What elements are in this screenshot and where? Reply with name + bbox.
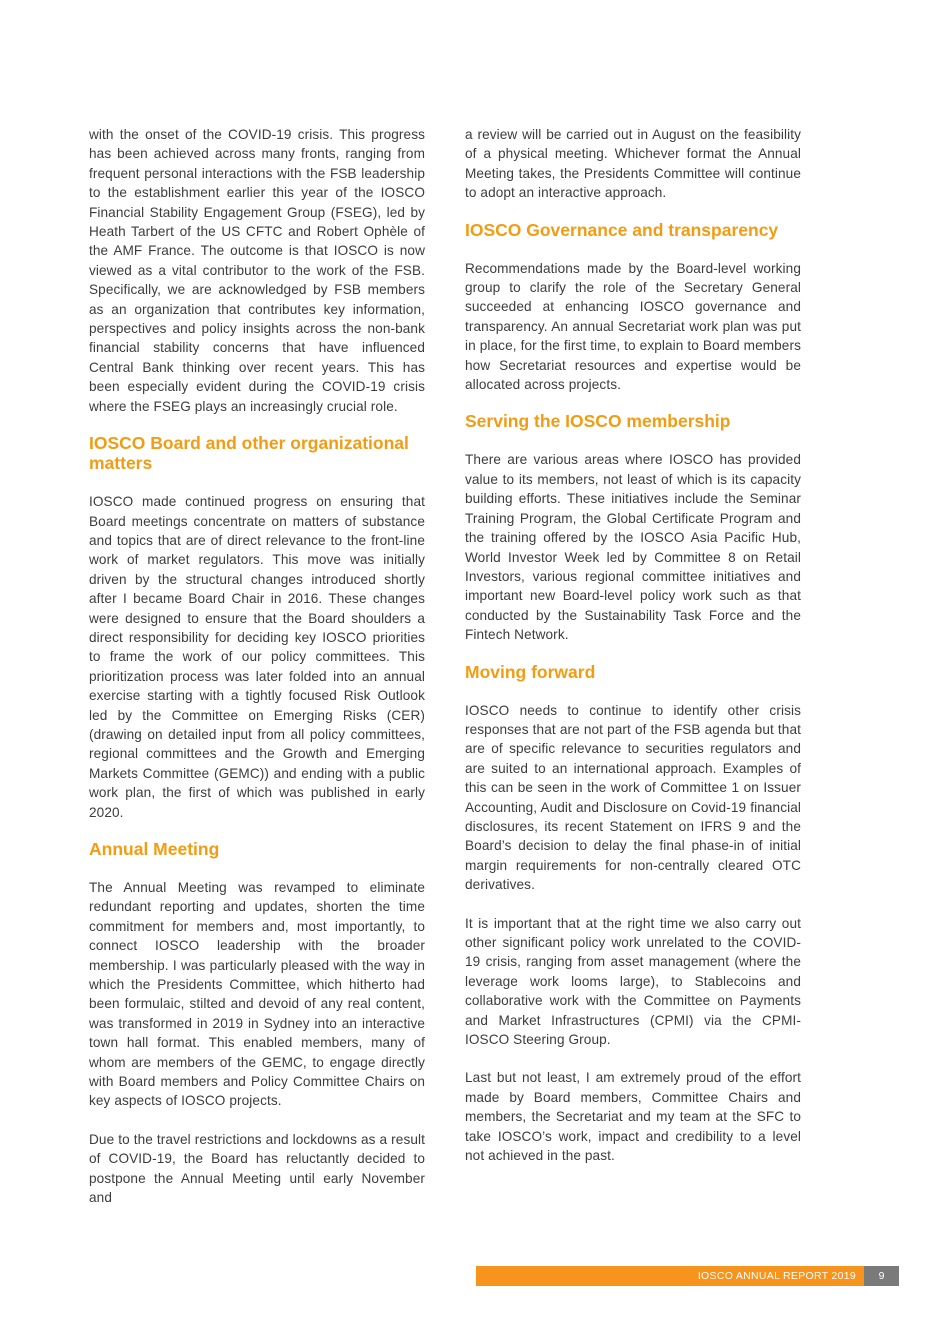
heading-governance: IOSCO Governance and transparency	[465, 219, 779, 240]
right-column	[465, 125, 801, 1165]
paragraph-governance: Recommendations made by the Board-level working group to clarify the role of the Secretary General succeeded at enhancing IOSCO governance and transparency. An annual Secretariat work plan was put in place, for the first time, to explain to Board members how Secretariat resources and expertise would be allocated across projects.	[465, 260, 801, 393]
paragraph-travel-restrictions: Due to the travel restrictions and lockdowns as a result of COVID-19, the Board has reluctantly decided to postpone the Annual Meeting until early November and	[89, 1131, 425, 1206]
paragraph-policy-work: It is important that at the right time we also carry out other significant policy work unrelated to the COVID-19 crisis, ranging from asset management (where the leverage work looms large), to Stablecoins and collaborative work with the Committee on Payments and Market Infrastructures (CPMI) via the CPMI-IOSCO Steering Group.	[465, 915, 801, 1048]
paragraph-crisis-responses: IOSCO needs to continue to identify other crisis responses that are not part of the FSB agenda but that are of specific relevance to securities regulators and are suited to an international approach. Examples of this can be seen in the work of Committee 1 on Issuer Accounting, Audit and Disclosure on Covid-19 financial disclosures, its recent Statement on IFRS 9 and the Board’s decision to delay the final phase-in of initial margin requirements for non-centrally cleared OTC derivatives.	[465, 702, 801, 893]
footer-report-title: IOSCO ANNUAL REPORT 2019	[476, 1266, 864, 1286]
paragraph-annual-meeting: The Annual Meeting was revamped to eliminate redundant reporting and updates, shorten the time commitment for members and, most importantly, to connect IOSCO leadership with the broader membership. I was particularly pleased with the way in which the Presidents Committee, which hitherto had been formulaic, stilted and devoid of any real content, was transformed in 2019 in Sydney into an interactive town hall format. This enabled members, many of whom are members of the GEMC, to engage directly with Board members and Policy Committee Chairs on key aspects of IOSCO projects.	[89, 880, 425, 1109]
paragraph-board-meetings: IOSCO made continued progress on ensuring that Board meetings concentrate on matters of substance and topics that are of direct relevance to the front-line work of market regulators. This move was initially driven by the structural changes introduced shortly after I became Board Chair in 2016. These changes were designed to ensure that the Board shoulders a direct responsibility for deciding key IOSCO priorities to frame the work of our policy committees. This prioritization process was later folded into an annual exercise starting with a tightly focused Risk Outlook led by the Committee on Emerging Risks (CER) (drawing on detailed input from all policy committees, regional committees and the Growth and Emerging Markets Committee (GEMC)) and ending with a public work plan, the first of which was published in early 2020.	[89, 494, 425, 820]
heading-serving-membership: Serving the IOSCO membership	[465, 411, 731, 432]
page-number: 9	[864, 1266, 899, 1286]
paragraph-closing: Last but not least, I am extremely proud of the effort made by Board members, Committee Chairs and members, the Secretariat and my team at the SFC to take IOSCO’s work, impact and credibility to a level not achieved in the past.	[465, 1070, 801, 1164]
heading-board-matters: IOSCO Board and other organizational matters	[89, 433, 409, 474]
left-column	[89, 125, 425, 1208]
heading-annual-meeting: Annual Meeting	[89, 839, 220, 859]
paragraph-review-feasibility: a review will be carried out in August on the feasibility of a physical meeting. Whichever format the Annual Meeting takes, the Presidents Committee will continue to adopt an interactive approach.	[465, 127, 801, 201]
page-footer	[476, 1266, 899, 1286]
paragraph-fsb-progress: with the onset of the COVID-19 crisis. This progress has been achieved across many fronts, ranging from frequent personal interactions with the FSB leadership to the establishment earlier this year of the IOSCO Financial Stability Engagement Group (FSEG), led by Heath Tarbert of the US CFTC and Robert Ophèle of the AMF France. The outcome is that IOSCO is now viewed as a vital contributor to the work of the FSB. Specifically, we are acknowledged by FSB members as an organization that contributes key information, perspectives and policy insights across the non-bank financial stability concerns that have influenced Central Bank thinking over recent years. This has been especially evident during the COVID-19 crisis where the FSEG plays an increasingly crucial role.	[89, 127, 425, 414]
paragraph-serving-membership: There are various areas where IOSCO has provided value to its members, not least of which is its capacity building efforts. These initiatives include the Seminar Training Program, the Global Certificate Program and the training offered by the IOSCO Asia Pacific Hub, World Investor Week led by Committee 8 on Retail Investors, various regional committee initiatives and important new Board-level policy work such as that conducted by the Sustainability Task Force and the Fintech Network.	[465, 452, 801, 643]
heading-moving-forward: Moving forward	[465, 661, 596, 682]
